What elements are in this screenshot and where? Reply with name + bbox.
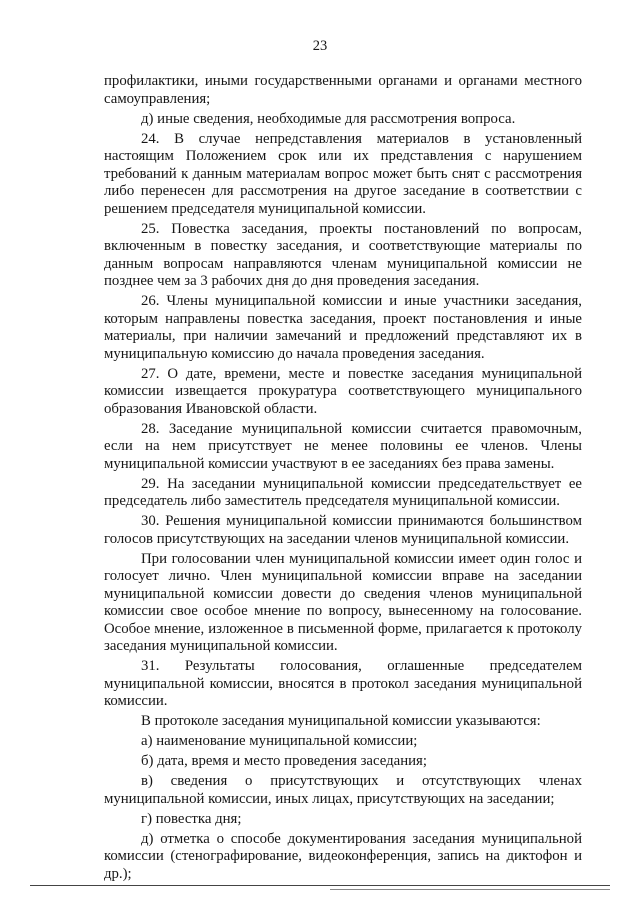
paragraph: в) сведения о присутствующих и отсутствующих членах муниципальной комиссии, иных лицах, присутствующих на заседании; (104, 773, 582, 807)
paragraph: д) отметка о способе документирования заседания муниципальной комиссии (стенографирование, видеоконференция, запись на диктофон и др.); (104, 830, 582, 882)
paragraph: 31. Результаты голосования, оглашенные председателем муниципальной комиссии, вносятся в протокол заседания муниципальной комиссии. (104, 658, 582, 709)
paragraph: а) наименование муниципальной комиссии; (141, 733, 418, 749)
scan-edge-line (330, 889, 610, 890)
paragraph: профилактики, иными государственными органами и органами местного самоуправления; (104, 73, 582, 107)
paragraph: 28. Заседание муниципальной комиссии считается правомочным, если на нем присутствует не менее половины ее членов. Члены муниципальной комиссии участвуют в ее заседаниях без права замены. (104, 420, 582, 472)
paragraph: 24. В случае непредставления материалов в установленный настоящим Положением срок или их представления с нарушением требований к данным материалам вопрос может быть снят с рассмотрения либо перенесен для рассмотрения на другое заседание в соответствии с решением председателя муниципальной комиссии. (104, 130, 582, 217)
paragraph: д) иные сведения, необходимые для рассмотрения вопроса. (141, 110, 516, 127)
paragraph: г) повестка дня; (141, 810, 242, 827)
scan-edge-line (30, 885, 610, 886)
paragraph: 27. О дате, времени, месте и повестке заседания муниципальной комиссии извещается прокуратура соответствующего муниципального образования Ивановской области. (104, 365, 582, 417)
paragraph: 30. Решения муниципальной комиссии принимаются большинством голосов присутствующих на заседании членов муниципальной комиссии. (104, 513, 582, 547)
paragraph: 26. Члены муниципальной комиссии и иные участники заседания, которым направлены повестка заседания, проект постановления и иные материалы, при наличии замечаний и предложений представляют их в муниципальную комиссию до начала проведения заседания. (104, 293, 582, 362)
document-body (104, 73, 582, 886)
paragraph: 25. Повестка заседания, проекты постановлений по вопросам, включенным в повестку заседания, и соответствующие материалы по данным вопросам направляются членам муниципальной комиссии не позднее чем за 3 рабочих дня до дня проведения заседания. (104, 220, 582, 289)
paragraph: б) дата, время и место проведения заседания; (141, 753, 427, 769)
page-number: 23 (312, 38, 328, 54)
paragraph: В протоколе заседания муниципальной комиссии указываются: (141, 713, 541, 729)
paragraph: 29. На заседании муниципальной комиссии председательствует ее председатель либо заместитель председателя муниципальной комиссии. (104, 475, 582, 509)
paragraph: При голосовании член муниципальной комиссии имеет один голос и голосует лично. Член муниципальной комиссии вправе на заседании муниципальной комиссии довести до сведения членов муниципальной комиссии свое особое мнение по вопросу, вынесенному на голосование. Особое мнение, изложенное в письменной форме, прилагается к протоколу заседания муниципальной комиссии. (104, 550, 582, 654)
